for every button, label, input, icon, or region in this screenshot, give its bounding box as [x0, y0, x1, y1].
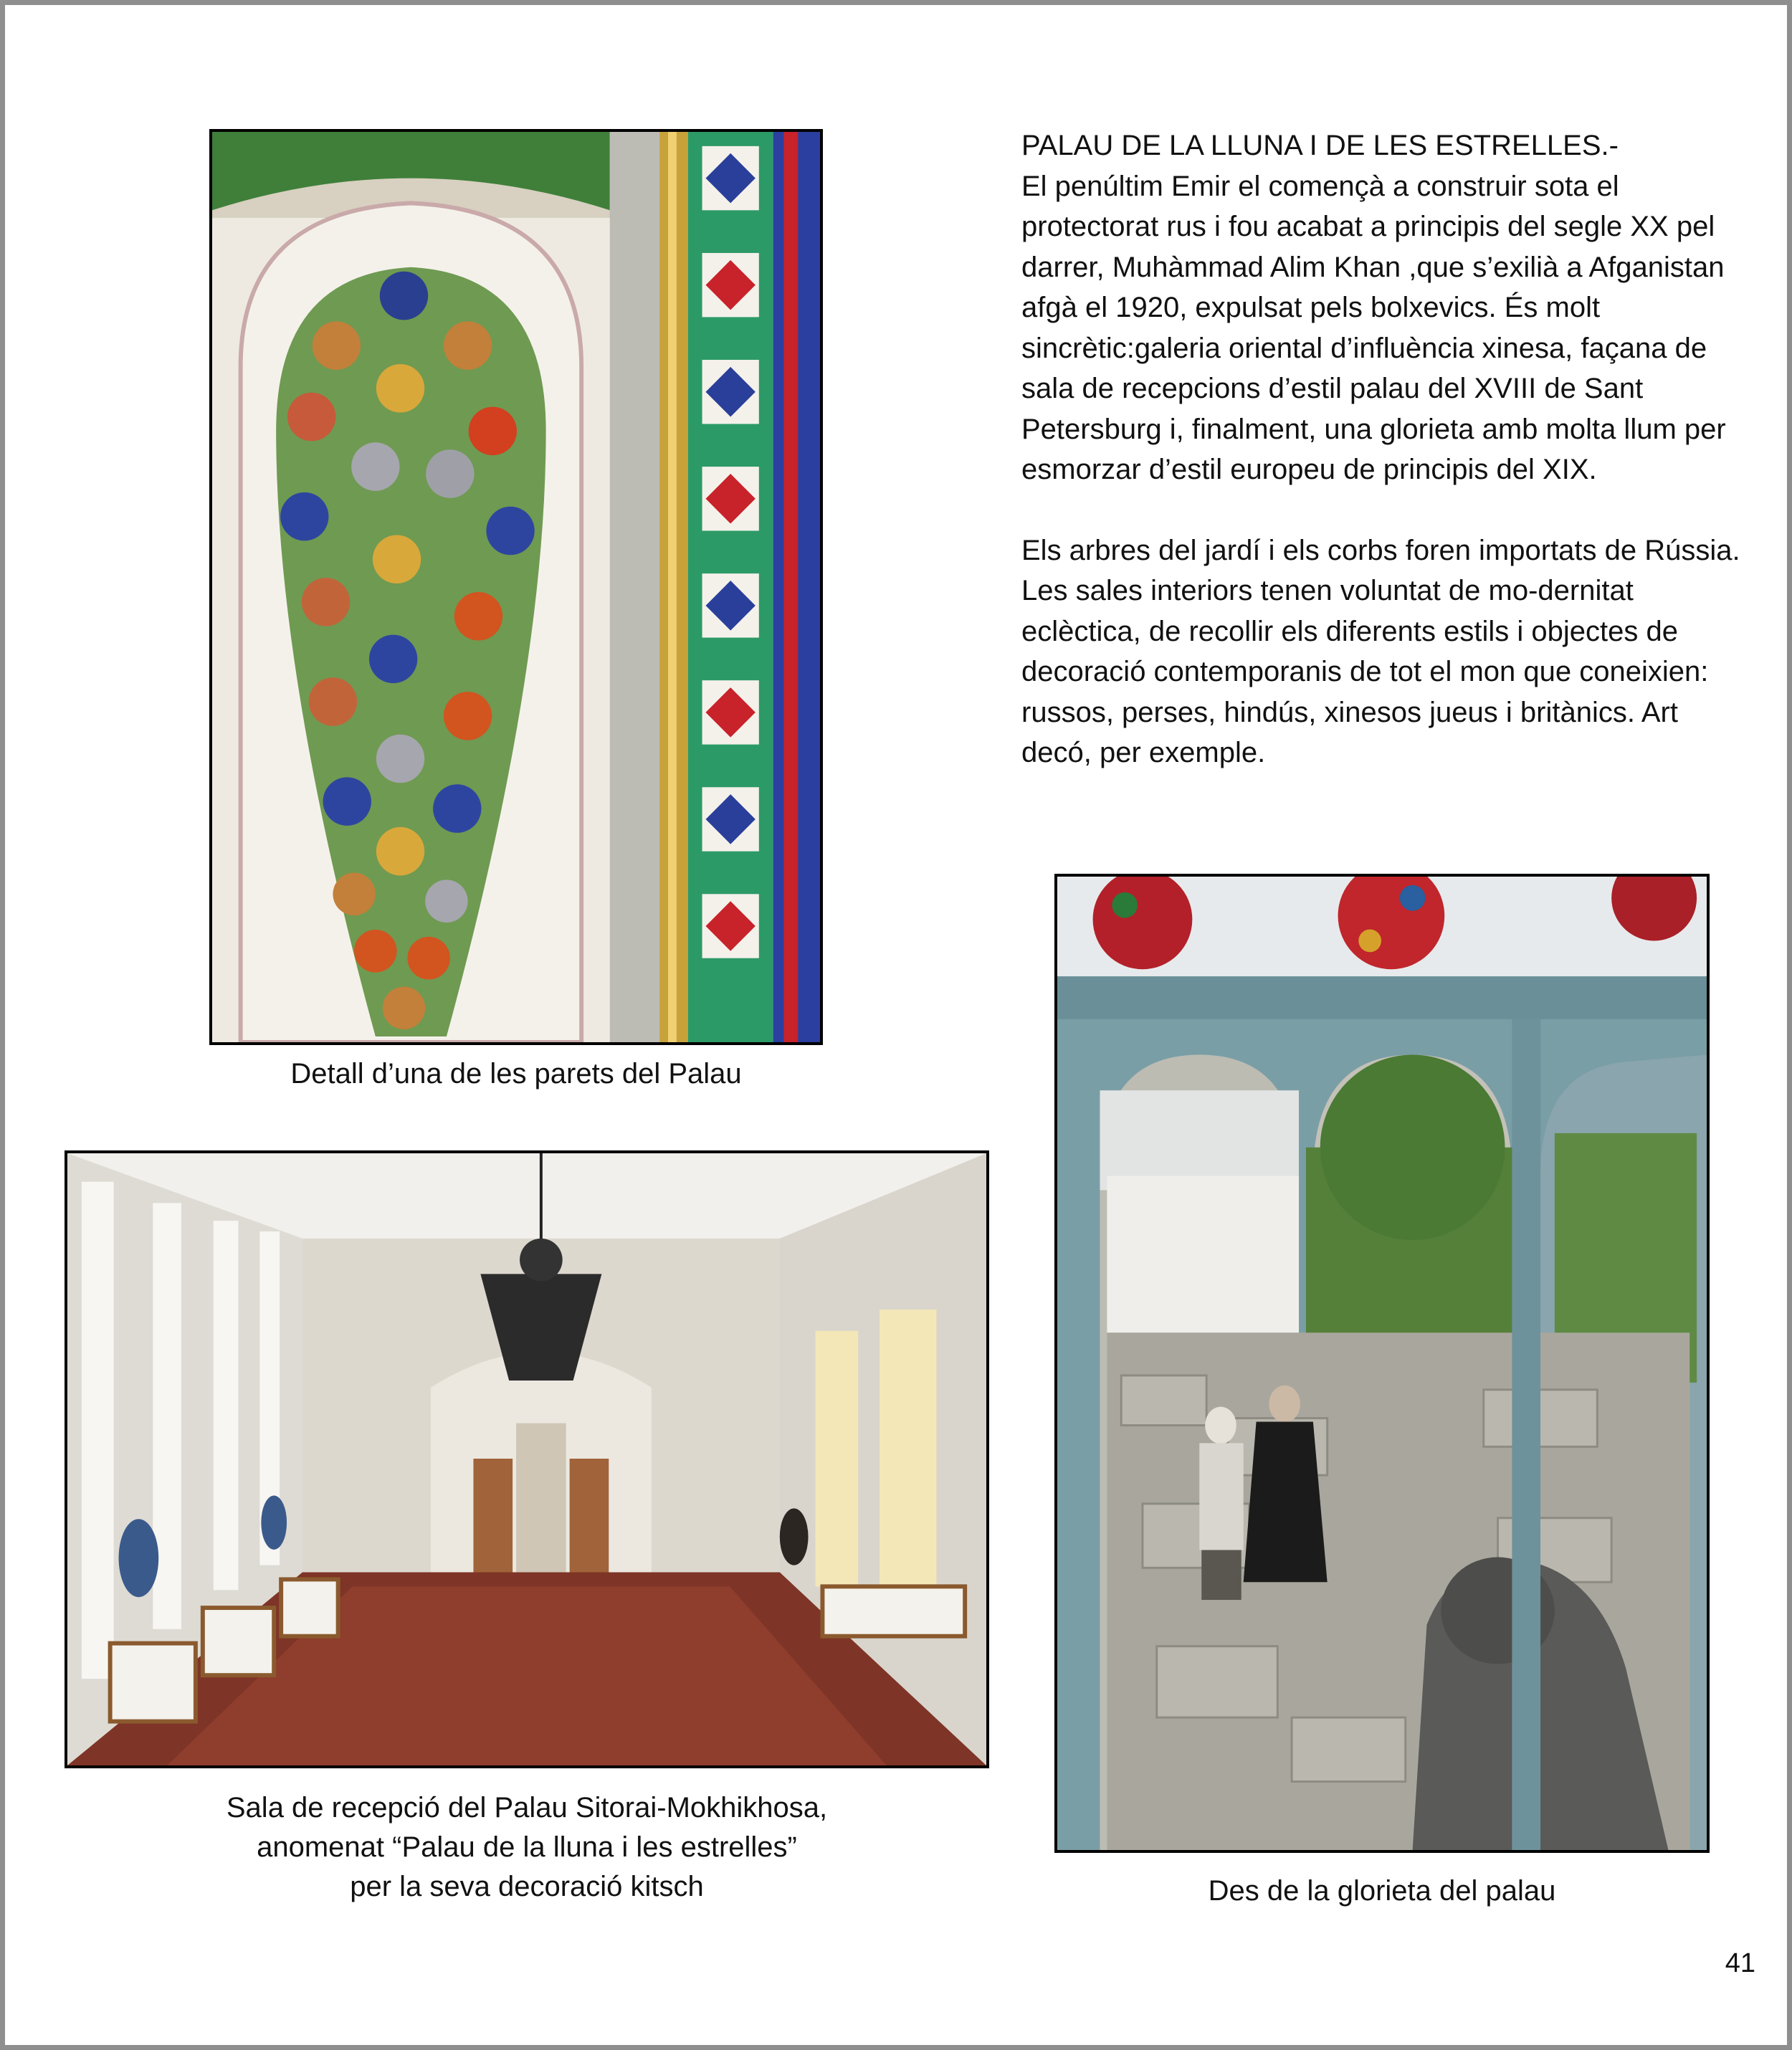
reception-caption-line-1: Sala de recepció del Palau Sitorai-Mokhikhosa, [226, 1792, 828, 1823]
gazebo-view-illustration [1057, 877, 1707, 1850]
gazebo-view-photo [1054, 874, 1710, 1853]
reception-caption-line-3: per la seva decoració kitsch [350, 1871, 704, 1902]
article-paragraph-2: Els arbres del jardí i els corbs foren importats de Rússia. Les sales interiors tenen voluntat de mo-dernitat eclèctica, de recollir els diferents estils i objectes de decoració contemporanis de tot el mon que coneixien: russos, perses, hindús, xinesos jueus i britànics. Art decó, per exemple. [1021, 534, 1740, 768]
article-text [1021, 125, 1753, 773]
reception-hall-photo [65, 1150, 989, 1768]
article-title: PALAU DE LA LLUNA I DE LES ESTRELLES.- [1021, 130, 1619, 161]
gazebo-view-caption: Des de la glorieta del palau [1208, 1875, 1556, 1907]
reception-caption-line-2: anomenat “Palau de la lluna i les estrelles” [257, 1831, 797, 1863]
wall-detail-caption: Detall d’una de les parets del Palau [290, 1058, 742, 1090]
reception-hall-caption [65, 1788, 989, 1907]
wall-detail-photo [209, 129, 823, 1045]
reception-hall-illustration [67, 1153, 986, 1765]
article-paragraph-1: El penúltim Emir el començà a construir sota el protectorat rus i fou acabat a principis del segle XX pel darrer, Muhàmmad Alim Khan ,que s’exilià a Afganistan afgà el 1920, expulsat pels bolxevics. És molt sincrètic:galeria oriental d’influència xinesa, façana de sala de recepcions d’estil palau del XVIII de Sant Petersburg i, finalment, una glorieta amb molta llum per esmorzar d’estil europeu de principis del XIX. [1021, 170, 1726, 485]
page-number: 41 [1725, 1948, 1755, 1978]
wall-detail-illustration [212, 132, 820, 1042]
